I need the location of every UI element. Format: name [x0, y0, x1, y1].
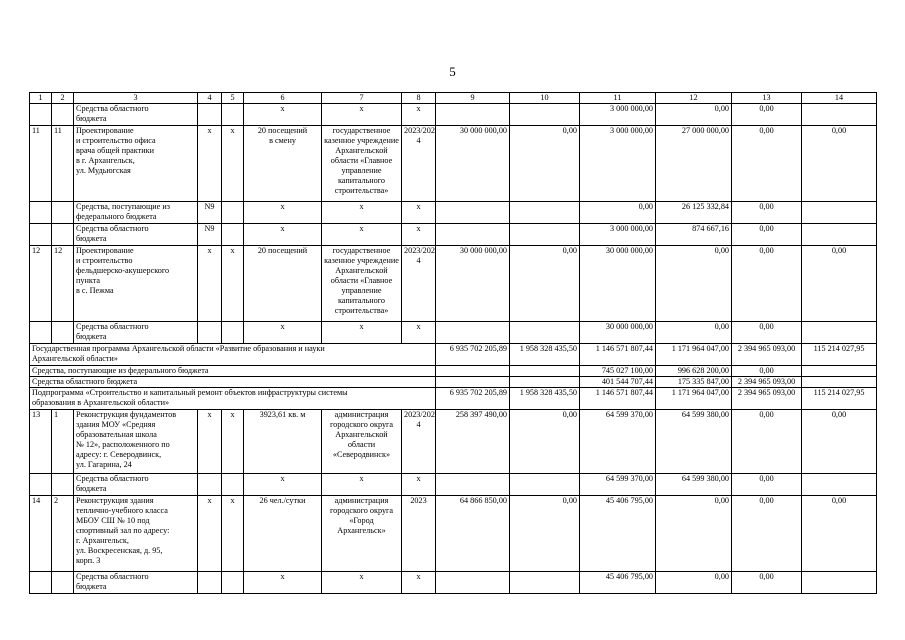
amount-prior: 1 958 328 435,50: [510, 388, 580, 410]
row-number: 14: [30, 496, 52, 572]
amount-2023: 45 406 795,00: [580, 572, 656, 594]
amount-2024: 0,00: [656, 322, 732, 344]
row-number: [30, 202, 52, 224]
amount-prior: [510, 572, 580, 594]
object-name: Средства областного бюджета: [74, 224, 198, 246]
cell-4: x: [198, 126, 222, 202]
amount-2023: 30 000 000,00: [580, 246, 656, 322]
row-number: 12: [30, 246, 52, 322]
amount-2025: 0,00: [732, 224, 802, 246]
cell-4: [198, 104, 222, 126]
object-name: Средства областного бюджета: [74, 104, 198, 126]
amount-2025: 0,00: [732, 496, 802, 572]
amount-total: [436, 572, 510, 594]
customer: x: [322, 474, 402, 496]
header-cell: 7: [322, 93, 402, 104]
capacity: 26 чел./сутки: [244, 496, 322, 572]
amount-remaining: 115 214 027,95: [802, 344, 877, 366]
amount-total: [436, 474, 510, 496]
project-row: [30, 126, 877, 202]
amount-2023: 3 000 000,00: [580, 104, 656, 126]
total-label: Подпрограмма «Строительство и капитальный ремонт объектов инфраструктуры системы образования в Архангельской области»: [30, 388, 436, 410]
page-number: 5: [449, 64, 456, 79]
amount-total: [436, 224, 510, 246]
amount-2023: 45 406 795,00: [580, 496, 656, 572]
cell-4: x: [198, 496, 222, 572]
amount-2023: 3 000 000,00: [580, 126, 656, 202]
customer: x: [322, 202, 402, 224]
row-number: [30, 322, 52, 344]
amount-prior: [510, 104, 580, 126]
period: x: [402, 474, 436, 496]
cell-5: [222, 202, 244, 224]
total-row: [30, 388, 877, 410]
amount-total: 6 935 702 205,89: [436, 388, 510, 410]
project-row: [30, 246, 877, 322]
row-number: [30, 474, 52, 496]
cell-5: [222, 474, 244, 496]
total-row: [30, 344, 877, 366]
cell-5: x: [222, 246, 244, 322]
amount-2025: 0,00: [732, 322, 802, 344]
period: x: [402, 202, 436, 224]
sub-number: 11: [52, 126, 74, 202]
amount-2025: 0,00: [732, 104, 802, 126]
header-cell: 12: [656, 93, 732, 104]
amount-prior: 1 958 328 435,50: [510, 344, 580, 366]
object-name: Проектирование и строительство фельдшерско-акушерского пункта в с. Пежма: [74, 246, 198, 322]
header-cell: 3: [74, 93, 198, 104]
amount-total: 6 935 702 205,89: [436, 344, 510, 366]
sub-number: 2: [52, 496, 74, 572]
cell-4: x: [198, 410, 222, 474]
cell-5: [222, 322, 244, 344]
amount-2025: 0,00: [732, 474, 802, 496]
header-cell: 13: [732, 93, 802, 104]
object-name: Реконструкция фундаментов здания МОУ «Средняя образовательная школа № 12», расположенного по адресу: г. Северодвинск, ул. Гагарина, 24: [74, 410, 198, 474]
amount-remaining: 0,00: [802, 410, 877, 474]
amount-prior: 0,00: [510, 246, 580, 322]
cell-4: [198, 474, 222, 496]
total-label: Средства областного бюджета: [30, 377, 436, 388]
total-row: [30, 366, 877, 377]
cell-5: [222, 224, 244, 246]
sub-number: 12: [52, 246, 74, 322]
amount-total: 64 866 850,00: [436, 496, 510, 572]
amount-2024: 1 171 964 047,00: [656, 344, 732, 366]
budget-table: [29, 92, 877, 594]
customer: администрация городского округа «Город Архангельск»: [322, 496, 402, 572]
period: x: [402, 322, 436, 344]
amount-prior: [510, 322, 580, 344]
customer: x: [322, 322, 402, 344]
amount-2025: 0,00: [732, 246, 802, 322]
amount-2024: 0,00: [656, 572, 732, 594]
amount-remaining: [802, 202, 877, 224]
amount-2024: 64 599 380,00: [656, 474, 732, 496]
amount-total: [436, 377, 510, 388]
capacity: 20 посещений: [244, 246, 322, 322]
period: 2023/202 4: [402, 246, 436, 322]
amount-remaining: [802, 474, 877, 496]
row-number: 11: [30, 126, 52, 202]
header-cell: 6: [244, 93, 322, 104]
amount-total: 258 397 490,00: [436, 410, 510, 474]
amount-2023: 1 146 571 807,44: [580, 344, 656, 366]
header-cell: 11: [580, 93, 656, 104]
cell-4: x: [198, 246, 222, 322]
customer: администрация городского округа Архангельской области «Северодвинск»: [322, 410, 402, 474]
amount-remaining: [802, 322, 877, 344]
capacity: x: [244, 224, 322, 246]
funding-row: [30, 224, 877, 246]
header-cell: 5: [222, 93, 244, 104]
period: 2023/202 4: [402, 126, 436, 202]
amount-2025: 0,00: [732, 572, 802, 594]
amount-2023: 1 146 571 807,44: [580, 388, 656, 410]
header-cell: 9: [436, 93, 510, 104]
funding-row: [30, 572, 877, 594]
cell-5: x: [222, 496, 244, 572]
cell-5: x: [222, 410, 244, 474]
amount-2025: 2 394 965 093,00: [732, 344, 802, 366]
amount-2024: 0,00: [656, 246, 732, 322]
customer: x: [322, 224, 402, 246]
amount-2024: 26 125 332,84: [656, 202, 732, 224]
amount-2024: 996 628 200,00: [656, 366, 732, 377]
amount-total: [436, 366, 510, 377]
row-number: 13: [30, 410, 52, 474]
header-cell: 2: [52, 93, 74, 104]
amount-prior: 0,00: [510, 410, 580, 474]
funding-row: [30, 322, 877, 344]
amount-2024: 1 171 964 047,00: [656, 388, 732, 410]
object-name: Средства областного бюджета: [74, 474, 198, 496]
amount-remaining: [802, 224, 877, 246]
cell-4: N9: [198, 224, 222, 246]
amount-2025: 2 394 965 093,00: [732, 377, 802, 388]
amount-2024: 0,00: [656, 104, 732, 126]
amount-2024: 175 335 847,00: [656, 377, 732, 388]
capacity: 3923,61 кв. м: [244, 410, 322, 474]
header-row: [30, 93, 877, 104]
sub-number: [52, 224, 74, 246]
amount-total: [436, 104, 510, 126]
object-name: Проектирование и строительство офиса врача общей практики в г. Архангельск, ул. Мудьюгская: [74, 126, 198, 202]
amount-2025: 0,00: [732, 126, 802, 202]
capacity: x: [244, 202, 322, 224]
amount-2025: 2 394 965 093,00: [732, 388, 802, 410]
capacity: 20 посещений в смену: [244, 126, 322, 202]
amount-remaining: [802, 104, 877, 126]
cell-4: N9: [198, 202, 222, 224]
period: 2023: [402, 496, 436, 572]
amount-2023: 3 000 000,00: [580, 224, 656, 246]
header-cell: 14: [802, 93, 877, 104]
amount-total: 30 000 000,00: [436, 246, 510, 322]
cell-4: [198, 322, 222, 344]
funding-row: [30, 104, 877, 126]
period: x: [402, 572, 436, 594]
cell-5: [222, 572, 244, 594]
sub-number: [52, 474, 74, 496]
amount-remaining: 0,00: [802, 496, 877, 572]
cell-5: x: [222, 126, 244, 202]
object-name: Средства областного бюджета: [74, 572, 198, 594]
row-number: [30, 572, 52, 594]
amount-remaining: [802, 572, 877, 594]
amount-2023: 401 544 707,44: [580, 377, 656, 388]
header-cell: 4: [198, 93, 222, 104]
project-row: [30, 496, 877, 572]
customer: x: [322, 572, 402, 594]
object-name: Реконструкция здания теплично-учебного класса МБОУ СШ № 10 под спортивный зал по адресу: г. Архангельск, ул. Воскресенская, д. 95, корп. 3: [74, 496, 198, 572]
amount-2023: 64 599 370,00: [580, 474, 656, 496]
amount-remaining: 0,00: [802, 126, 877, 202]
amount-total: 30 000 000,00: [436, 126, 510, 202]
project-row: [30, 410, 877, 474]
customer: x: [322, 104, 402, 126]
amount-total: [436, 202, 510, 224]
amount-total: [436, 322, 510, 344]
funding-row: [30, 474, 877, 496]
header-cell: 10: [510, 93, 580, 104]
amount-2025: 0,00: [732, 202, 802, 224]
amount-2023: 745 027 100,00: [580, 366, 656, 377]
amount-2024: 27 000 000,00: [656, 126, 732, 202]
sub-number: 1: [52, 410, 74, 474]
amount-2023: 64 599 370,00: [580, 410, 656, 474]
capacity: x: [244, 104, 322, 126]
sub-number: [52, 322, 74, 344]
amount-prior: 0,00: [510, 496, 580, 572]
amount-2025: 0,00: [732, 410, 802, 474]
sub-number: [52, 104, 74, 126]
total-label: Государственная программа Архангельской области «Развитие образования и науки Архангельской области»: [30, 344, 436, 366]
capacity: x: [244, 322, 322, 344]
header-cell: 8: [402, 93, 436, 104]
amount-prior: [510, 202, 580, 224]
header-cell: 1: [30, 93, 52, 104]
period: x: [402, 104, 436, 126]
capacity: x: [244, 474, 322, 496]
object-name: Средства, поступающие из федерального бюджета: [74, 202, 198, 224]
row-number: [30, 224, 52, 246]
amount-remaining: 0,00: [802, 246, 877, 322]
amount-2023: 30 000 000,00: [580, 322, 656, 344]
amount-2024: 64 599 380,00: [656, 410, 732, 474]
amount-remaining: [802, 366, 877, 377]
amount-2024: 874 667,16: [656, 224, 732, 246]
cell-5: [222, 104, 244, 126]
capacity: x: [244, 572, 322, 594]
period: x: [402, 224, 436, 246]
amount-2024: 0,00: [656, 496, 732, 572]
period: 2023/202 4: [402, 410, 436, 474]
amount-remaining: [802, 377, 877, 388]
amount-prior: [510, 366, 580, 377]
amount-prior: [510, 377, 580, 388]
total-label: Средства, поступающие из федерального бюджета: [30, 366, 436, 377]
total-row: [30, 377, 877, 388]
funding-row: [30, 202, 877, 224]
customer: государственное казенное учреждение Архангельской области «Главное управление капитального строительства»: [322, 246, 402, 322]
amount-remaining: 115 214 027,95: [802, 388, 877, 410]
amount-prior: 0,00: [510, 126, 580, 202]
amount-prior: [510, 474, 580, 496]
amount-2023: 0,00: [580, 202, 656, 224]
row-number: [30, 104, 52, 126]
amount-2025: 0,00: [732, 366, 802, 377]
sub-number: [52, 202, 74, 224]
cell-4: [198, 572, 222, 594]
customer: государственное казенное учреждение Архангельской области «Главное управление капитального строительства»: [322, 126, 402, 202]
object-name: Средства областного бюджета: [74, 322, 198, 344]
amount-prior: [510, 224, 580, 246]
sub-number: [52, 572, 74, 594]
